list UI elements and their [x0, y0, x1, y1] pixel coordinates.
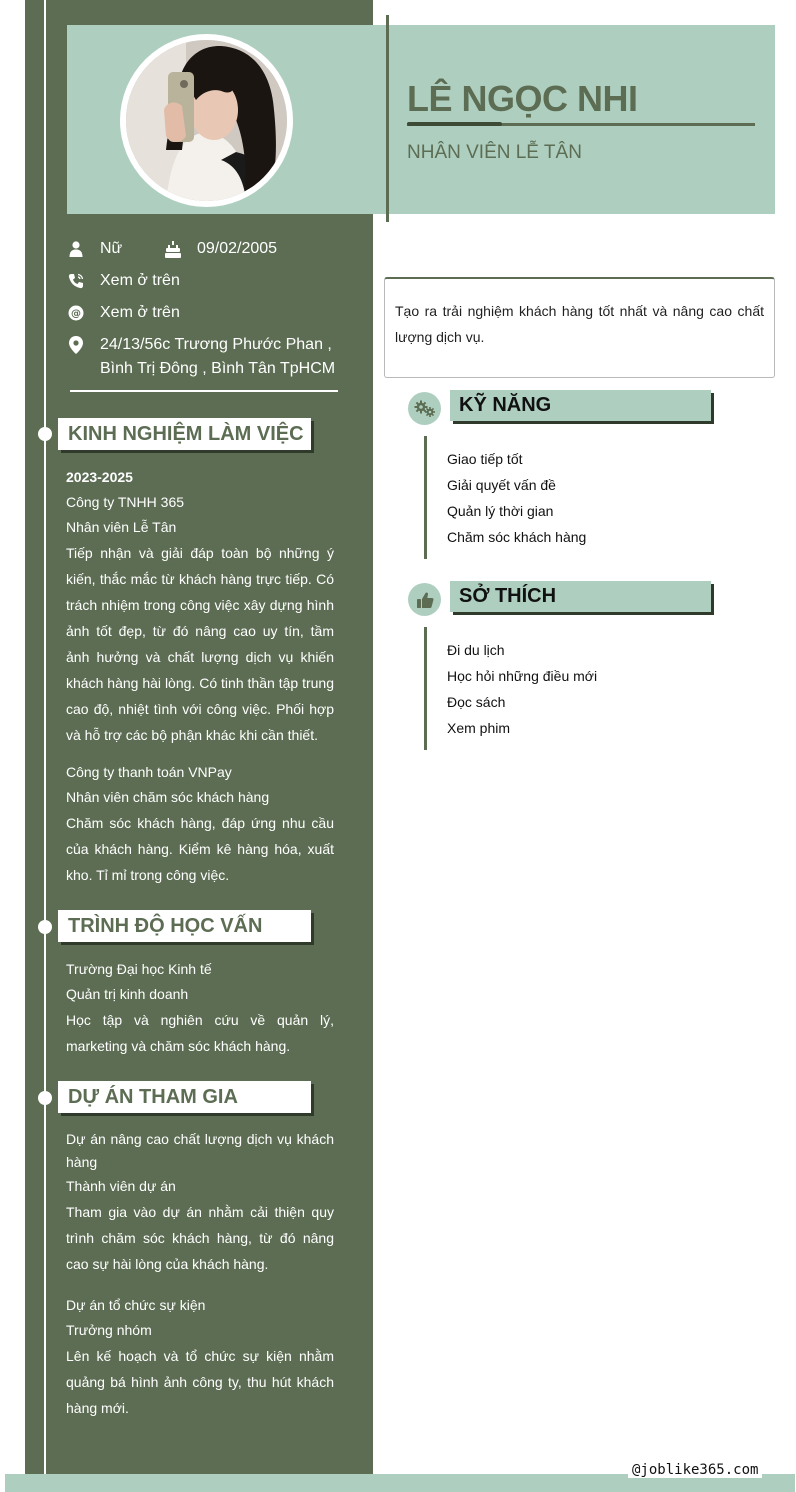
phone-value: Xem ở trên [100, 272, 180, 289]
address-line-2: Bình Trị Đông , Bình Tân TpHCM [100, 360, 336, 377]
skill-item: Giao tiếp tốt [447, 451, 523, 467]
experience-role: Nhân viên chăm sóc khách hàng [66, 789, 270, 805]
education-entry [66, 957, 334, 1059]
avatar-photo [126, 40, 287, 201]
address-line-1: 24/13/56c Trương Phước Phan , [100, 336, 332, 353]
experience-company: Công ty TNHH 365 [66, 494, 185, 510]
projects-heading: DỰ ÁN THAM GIA [58, 1081, 311, 1113]
hobby-item: Xem phim [447, 720, 511, 736]
info-divider [70, 390, 338, 392]
experience-description: Tiếp nhận và giải đáp toàn bộ những ý kiến, thắc mắc từ khách hàng trực tiếp. Có trách nhiệm trong công việc xây dựng hình ảnh tốt đẹp, từ đó nâng cao uy tín, tầm ảnh hưởng và chất lượng dịch vụ khiến khách hàng hài lòng. Có tinh thần tập trung cao độ, nhiệt tình với công việc. Phối hợp và hỗ trợ các bộ phận khác khi cần thiết. [66, 545, 334, 743]
timeline-dot [38, 1091, 52, 1105]
candidate-name: LÊ NGỌC NHI [407, 78, 638, 119]
hobbies-line [424, 627, 427, 750]
project-name: Dự án nâng cao chất lượng dịch vụ khách hàng [66, 1131, 334, 1170]
experience-heading: KINH NGHIỆM LÀM VIỆC [58, 418, 311, 450]
project-role: Thành viên dự án [66, 1178, 176, 1194]
timeline-line [44, 0, 46, 1492]
email-at-icon [66, 301, 86, 325]
birthdate-row [163, 237, 277, 261]
education-major: Quản trị kinh doanh [66, 986, 189, 1002]
project-role: Trưởng nhóm [66, 1322, 152, 1338]
experience-description: Chăm sóc khách hàng, đáp ứng nhu cầu của khách hàng. Kiểm kê hàng hóa, xuất kho. Tỉ mỉ trong công việc. [66, 815, 334, 883]
location-pin-icon [66, 333, 86, 357]
phone-row [66, 269, 180, 293]
experience-entry [66, 465, 334, 748]
project-entry [66, 1293, 334, 1421]
header-divider [386, 15, 389, 222]
project-entry [66, 1128, 334, 1277]
education-heading: TRÌNH ĐỘ HỌC VẤN [58, 910, 311, 942]
skill-item: Chăm sóc khách hàng [447, 529, 587, 545]
footer-watermark: @joblike365.com [628, 1462, 762, 1478]
email-value: Xem ở trên [100, 304, 180, 321]
address-value [100, 333, 335, 381]
thumbs-up-icon [408, 583, 441, 616]
hobby-item: Đi du lịch [447, 642, 505, 658]
name-underline-accent [407, 122, 502, 126]
summary-box [384, 277, 775, 378]
hobby-item: Đọc sách [447, 694, 506, 710]
experience-entry [66, 760, 334, 888]
skills-list [447, 446, 586, 550]
skills-heading: KỸ NĂNG [450, 390, 711, 421]
skill-item: Quản lý thời gian [447, 503, 554, 519]
experience-role: Nhân viên Lễ Tân [66, 519, 177, 535]
hobby-item: Học hỏi những điều mới [447, 668, 598, 684]
phone-icon [66, 269, 86, 293]
email-row [66, 301, 180, 325]
experience-company: Công ty thanh toán VNPay [66, 764, 232, 780]
hobbies-heading: SỞ THÍCH [450, 581, 711, 612]
timeline-dot [38, 920, 52, 934]
summary-text: Tạo ra trải nghiệm khách hàng tốt nhất và nâng cao chất lượng dịch vụ. [395, 303, 764, 345]
gender-row [66, 237, 122, 261]
skill-item: Giải quyết vấn đề [447, 477, 556, 493]
experience-period: 2023-2025 [66, 469, 133, 485]
project-description: Tham gia vào dự án nhằm cải thiện quy trình chăm sóc khách hàng, từ đó nâng cao sự hài lòng của khách hàng. [66, 1204, 334, 1272]
birthdate-value: 09/02/2005 [197, 240, 278, 257]
gears-icon [408, 392, 441, 425]
person-icon [66, 237, 86, 261]
education-description: Học tập và nghiên cứu về quản lý, marketing và chăm sóc khách hàng. [66, 1012, 334, 1054]
project-name: Dự án tổ chức sự kiện [66, 1297, 206, 1313]
education-school: Trường Đại học Kinh tế [66, 961, 212, 977]
gender-value: Nữ [100, 240, 123, 257]
avatar [126, 40, 287, 201]
address-row [66, 333, 335, 381]
timeline-dot [38, 427, 52, 441]
job-title: NHÂN VIÊN LỄ TÂN [407, 142, 582, 163]
project-description: Lên kế hoạch và tổ chức sự kiện nhằm quảng bá hình ảnh công ty, thu hút khách hàng mới. [66, 1348, 334, 1416]
skills-line [424, 436, 427, 559]
hobbies-list [447, 637, 597, 741]
birthday-cake-icon [163, 237, 183, 261]
svg-text:@: @ [71, 308, 81, 320]
